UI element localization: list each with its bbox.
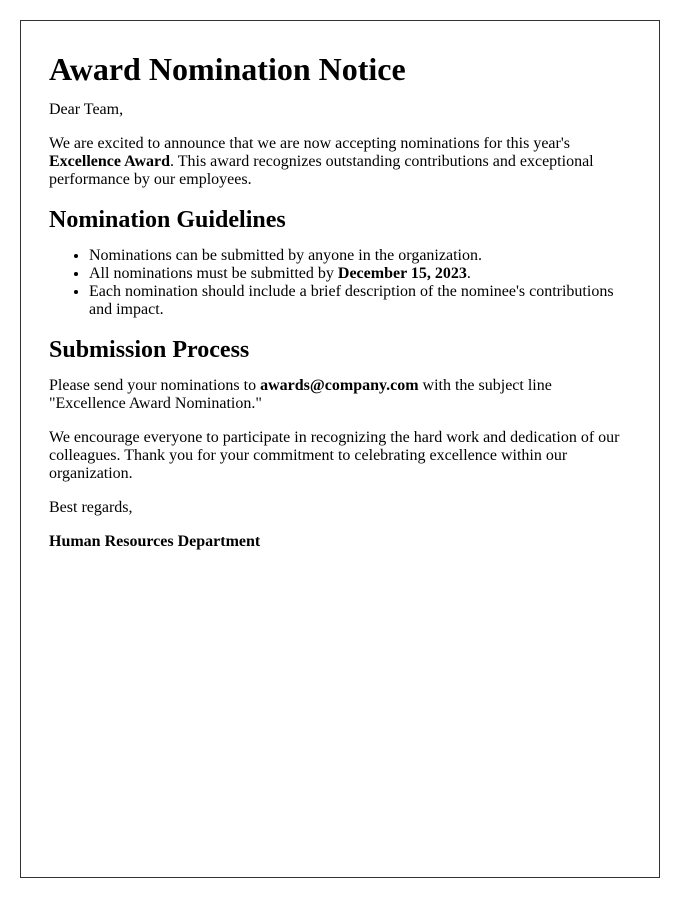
guideline-text-before: All nominations must be submitted by [89, 265, 338, 282]
guideline-item [89, 265, 631, 283]
intro-paragraph [49, 135, 631, 189]
signature-department: Human Resources Department [49, 533, 261, 550]
page-title: Award Nomination Notice [49, 51, 406, 87]
guideline-item: • Nominations can be submitted by anyone in the organization. [89, 247, 631, 265]
guideline-text-after: . [466, 265, 471, 282]
notice-document [20, 20, 660, 878]
deadline-date: December 15, 2023 [337, 265, 467, 282]
submission-heading: Submission Process [49, 337, 250, 363]
guideline-item: • Each nomination should include a brief description of the nominee's contributions and impact. [89, 283, 631, 319]
submission-text-after: with the subject line "Excellence Award Nomination." [49, 377, 552, 412]
submission-email: awards@company.com [260, 377, 419, 394]
guidelines-list [49, 247, 631, 319]
signature [49, 533, 631, 551]
submission-paragraph [49, 377, 631, 413]
closing-paragraph: We encourage everyone to participate in recognizing the hard work and dedication of our colleagues. Thank you for your commitment to celebrating excellence within our organization. [49, 429, 620, 482]
submission-text-before: Please send your nominations to [49, 377, 261, 394]
signoff: Best regards, [49, 499, 133, 516]
award-name: Excellence Award [49, 153, 171, 170]
guidelines-heading: Nomination Guidelines [49, 207, 286, 233]
greeting: Dear Team, [49, 101, 124, 118]
intro-text-before: We are excited to announce that we are now accepting nominations for this year's [49, 135, 570, 152]
intro-text-after: . This award recognizes outstanding contributions and exceptional performance by our employees. [49, 153, 594, 188]
